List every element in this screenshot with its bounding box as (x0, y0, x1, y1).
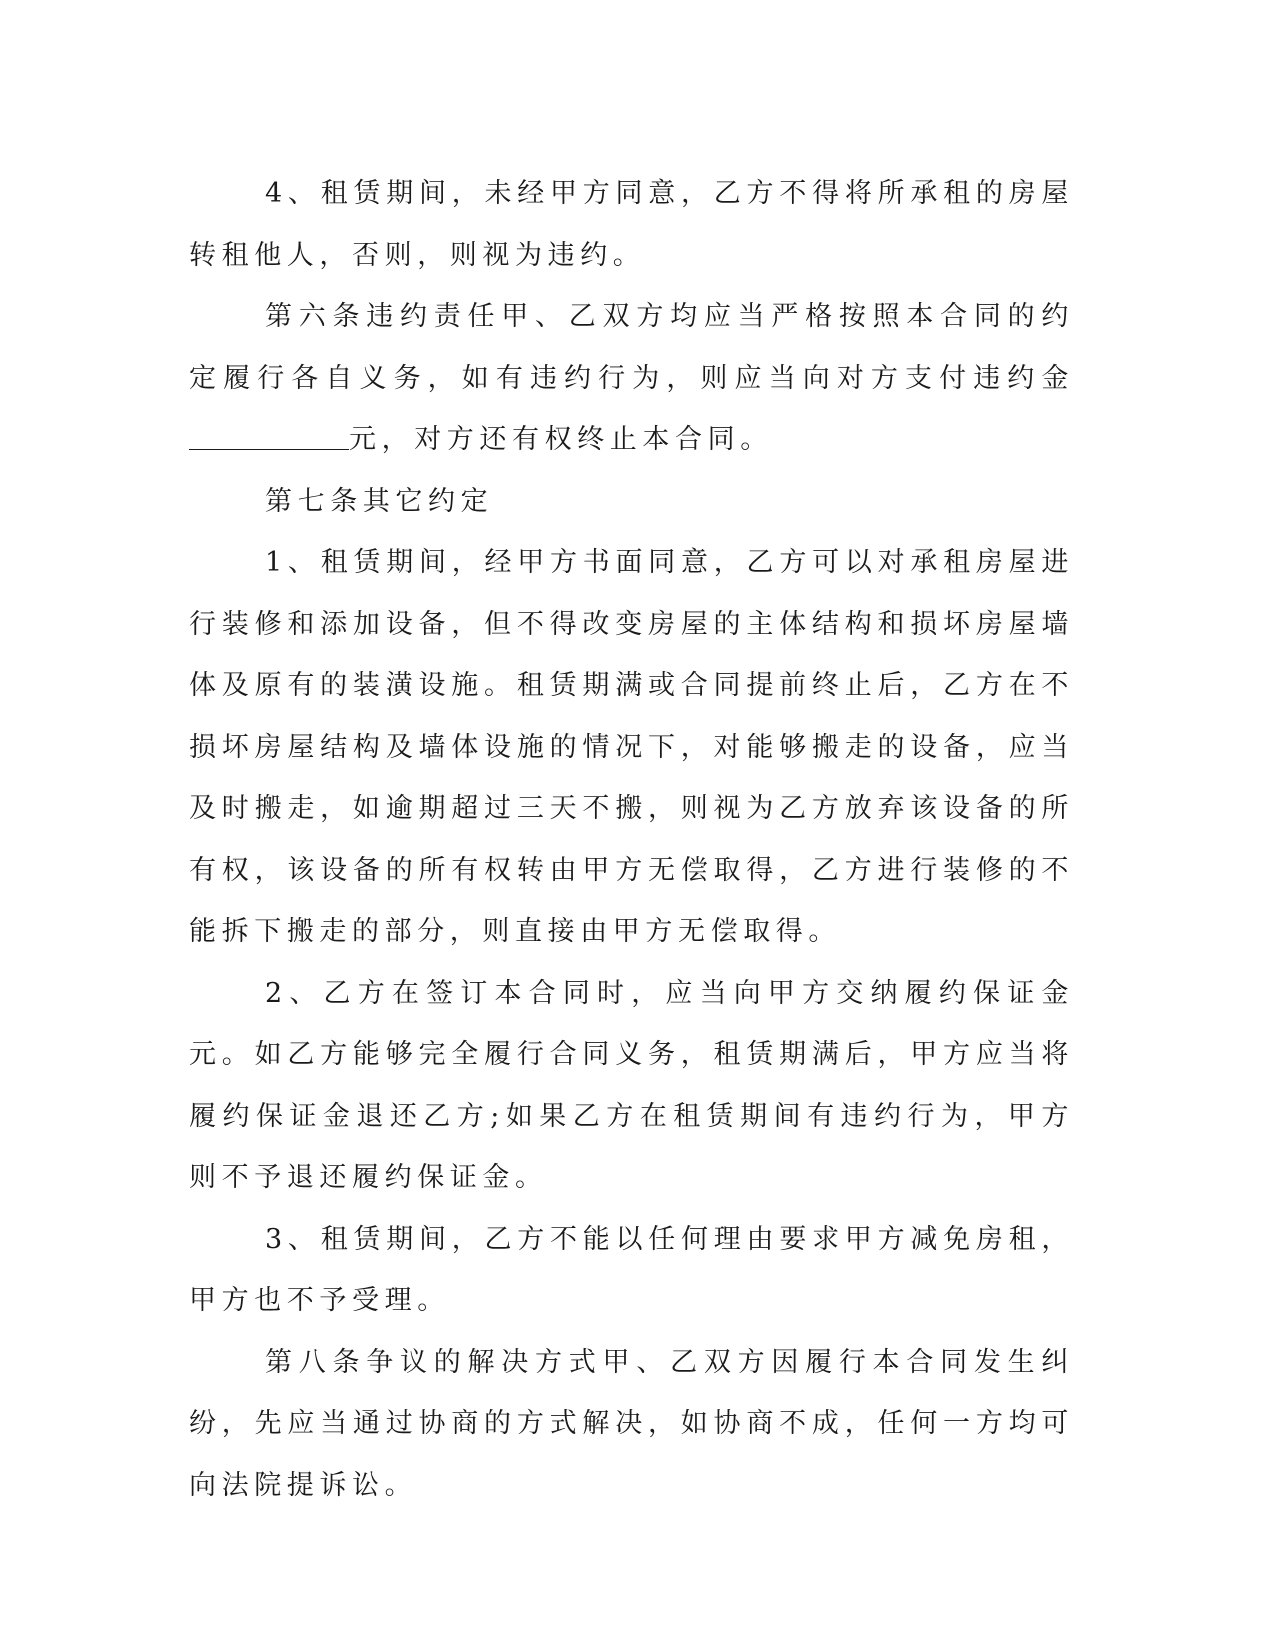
clause-breach-text-after: 元，对方还有权终止本合同。 (349, 424, 773, 455)
clause-rent-reduction: 3、租赁期间，乙方不能以任何理由要求甲方减免房租，甲方也不予受理。 (189, 1223, 1074, 1316)
penalty-amount-blank (189, 422, 349, 450)
clause-sublet: 4、租赁期间，未经甲方同意，乙方不得将所承租的房屋转租他人，否则，则视为违约。 (189, 178, 1074, 271)
clause-breach-text-before: 第六条违约责任甲、乙双方均应当严格按照本合同的约定履行各自义务，如有违约行为，则应当向对方支付违约金 (189, 301, 1074, 394)
clause-renovation: 1、租赁期间，经甲方书面同意，乙方可以对承租房屋进行装修和添加设备，但不得改变房屋的主体结构和损坏房屋墙体及原有的装潢设施。租赁期满或合同提前终止后，乙方在不损坏房屋结构及墙体设施的情况下，对能够搬走的设备，应当及时搬走，如逾期超过三天不搬，则视为乙方放弃该设备的所有权，该设备的所有权转由甲方无偿取得，乙方进行装修的不能拆下搬走的部分，则直接由甲方无偿取得。 (189, 547, 1074, 947)
clause-other-terms-heading: 第七条其它约定 (265, 485, 494, 517)
document-body (189, 163, 1074, 1516)
clause-dispute-resolution: 第八条争议的解决方式甲、乙双方因履行本合同发生纠纷，先应当通过协商的方式解决，如协商不成，任何一方均可向法院提诉讼。 (189, 1346, 1074, 1501)
clause-breach-liability (189, 286, 1074, 471)
clause-deposit: 2、乙方在签订本合同时，应当向甲方交纳履约保证金元。如乙方能够完全履行合同义务，租赁期满后，甲方应当将履约保证金退还乙方;如果乙方在租赁期间有违约行为，甲方则不予退还履约保证金。 (189, 977, 1074, 1193)
